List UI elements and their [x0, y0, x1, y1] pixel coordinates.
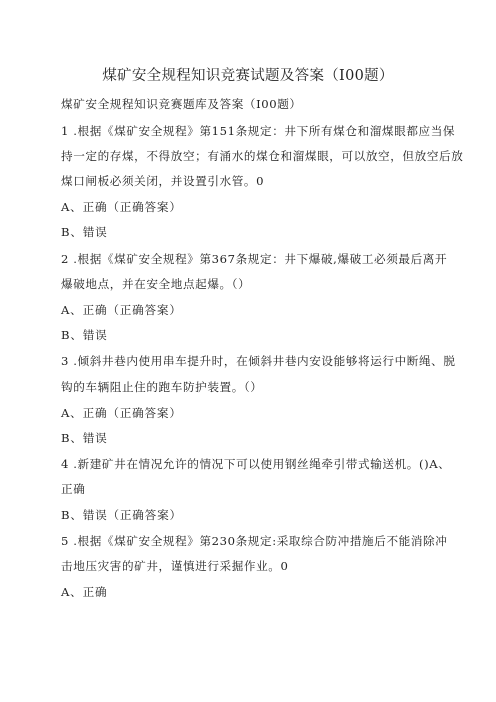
- document-subtitle: 煤矿安全规程知识竞赛题库及答案（I00题）: [61, 97, 302, 111]
- question-2-line-2: 爆破地点，并在安全地点起爆。（）: [61, 277, 251, 291]
- question-1-line-3: 煤口闸板必须关闭，并设置引水管。0: [61, 174, 265, 188]
- question-3-line-1: 3 .倾斜井巷内使用串车提升时，在倾斜井巷内安设能够将运行中断绳、脱: [61, 354, 456, 368]
- question-1-option-a: A、正确（正确答案）: [61, 200, 182, 214]
- document-title: 煤矿安全规程知识竞赛试题及答案（I00题）: [102, 68, 394, 84]
- question-2-line-1: 2 .根据《煤矿安全规程》第367条规定：井下爆破,爆破工必须最后离开: [61, 252, 448, 266]
- question-5-line-1: 5 .根据《煤矿安全规程》第230条规定:采取综合防冲措施后不能消除冲: [61, 534, 448, 548]
- question-2-option-a: A、正确（正确答案）: [61, 303, 182, 317]
- question-1-option-b: B、错误: [61, 225, 108, 239]
- question-4-option-b: B、错误（正确答案）: [61, 508, 182, 522]
- question-4-line-1: 4 .新建矿井在情况允许的情况下可以使用钢丝绳牵引带式输送机。()A、: [61, 457, 451, 471]
- question-3-option-b: B、错误: [61, 431, 108, 445]
- question-1-line-1: 1 .根据《煤矿安全规程》第151条规定：井下所有煤仓和溜煤眼都应当保: [61, 124, 456, 138]
- question-5-line-2: 击地压灾害的矿井，谨慎进行采掘作业。0: [61, 559, 289, 573]
- question-4-line-2: 正确: [61, 482, 86, 496]
- question-1-line-2: 持一定的存煤，不得放空；有涌水的煤仓和溜煤眼，可以放空，但放空后放: [61, 149, 464, 163]
- question-3-option-a: A、正确（正确答案）: [61, 406, 182, 420]
- question-2-option-b: B、错误: [61, 328, 108, 342]
- question-3-line-2: 钩的车辆阻止住的跑车防护装置。（）: [61, 380, 263, 394]
- question-5-option-a: A、正确: [61, 585, 108, 599]
